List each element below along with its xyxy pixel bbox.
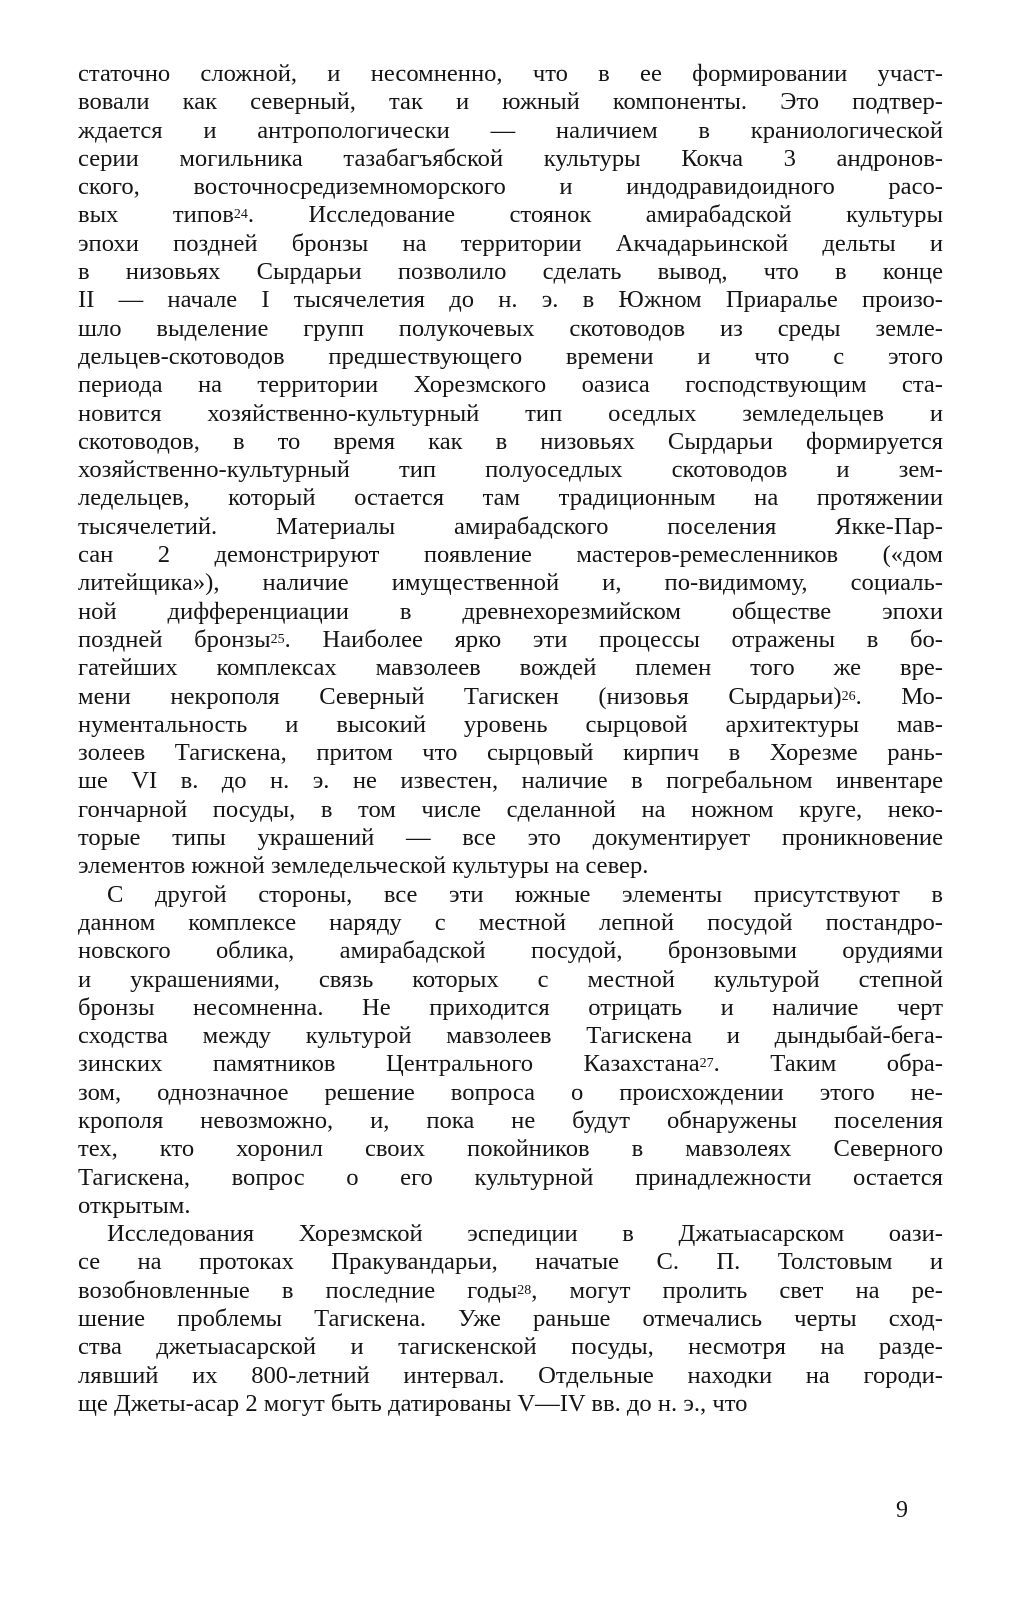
text-line	[78, 484, 943, 512]
text-segment: нументальность и высокий уровень сырцовой архитектуры мав-	[78, 710, 943, 738]
text-line	[78, 1164, 943, 1192]
text-line	[78, 428, 943, 456]
text-segment: бронзы несомненна. Не приходится отрицать и наличие черт	[78, 993, 943, 1021]
text-line	[78, 626, 943, 654]
text-line	[78, 343, 943, 371]
text-line	[78, 230, 943, 258]
text-segment: и украшениями, связь которых с местной культурой степной	[78, 965, 943, 993]
text-segment: шение проблемы Тагискена. Уже раньше отмечались черты сход-	[78, 1305, 943, 1333]
footnote-marker: 24	[233, 207, 248, 223]
text-segment: дельцев-скотоводов предшествующего времени и что с этого	[78, 342, 943, 370]
text-segment: Тагискена, вопрос о его культурной принадлежности остается	[78, 1163, 943, 1191]
text-segment: ждается и антропологически — наличием в краниологической	[78, 116, 943, 144]
text-line	[78, 598, 943, 626]
text-line	[78, 1277, 943, 1305]
text-segment: тех, кто хоронил своих покойников в мавзолеях Северного	[78, 1135, 943, 1163]
text-segment: шло выделение групп полукочевых скотоводов из среды земле-	[78, 314, 943, 342]
text-segment: золеев Тагискена, притом что сырцовый кирпич в Хорезме рань-	[78, 739, 943, 767]
text-segment: крополя невозможно, и, пока не будут обнаружены поселения	[78, 1106, 943, 1134]
text-line	[78, 739, 943, 767]
text-segment: вых типов	[78, 201, 234, 229]
text-line	[78, 654, 943, 682]
footnote-marker: 28	[517, 1282, 532, 1298]
text-line	[78, 258, 943, 286]
text-line	[78, 881, 943, 909]
text-line	[78, 371, 943, 399]
text-line	[78, 60, 943, 88]
text-line	[78, 173, 943, 201]
text-segment: зинских памятников Центрального Казахстана	[78, 1050, 700, 1078]
text-line	[78, 400, 943, 428]
text-line	[78, 966, 943, 994]
text-segment: сан 2 демонстрируют появление мастеров-ремесленников («дом	[78, 541, 943, 569]
text-segment: сходства между культурой мавзолеев Тагискена и дындыбай-бега-	[78, 1022, 943, 1050]
text-segment: С другой стороны, все эти южные элементы присутствуют в	[107, 880, 943, 908]
text-segment: гатейших комплексах мавзолеев вождей племен того же вре-	[78, 654, 943, 682]
text-line	[78, 1362, 943, 1390]
text-segment: в низовьях Сырдарьи позволило сделать вывод, что в конце	[78, 258, 943, 286]
text-line	[78, 1022, 943, 1050]
text-segment: ледельцев, который остается там традиционным на протяжении	[78, 484, 943, 512]
text-segment: . Мо-	[855, 682, 943, 710]
footnote-marker: 25	[270, 631, 285, 647]
text-line	[78, 711, 943, 739]
text-line	[78, 513, 943, 541]
text-segment: . Наиболее ярко эти процессы отражены в бо-	[284, 625, 943, 653]
text-line	[78, 1135, 943, 1163]
text-line	[78, 767, 943, 795]
text-line	[78, 201, 943, 229]
paragraph	[78, 881, 943, 1221]
text-segment: II — начале I тысячелетия до н. э. в Южном Приаралье произо-	[78, 286, 943, 314]
text-line	[78, 88, 943, 116]
text-segment: хозяйственно-культурный тип полуоседлых скотоводов и зем-	[78, 456, 943, 484]
text-segment: периода на территории Хорезмского оазиса господствующим ста-	[78, 371, 943, 399]
text-segment: серии могильника тазабагъябской культуры Кокча 3 андронов-	[78, 144, 943, 172]
text-segment: новского облика, амирабадской посудой, бронзовыми орудиями	[78, 937, 943, 965]
text-line	[78, 117, 943, 145]
text-line	[78, 541, 943, 569]
text-segment: новится хозяйственно-культурный тип оседлых земледельцев и	[78, 399, 943, 427]
text-line	[78, 796, 943, 824]
text-line	[78, 1107, 943, 1135]
text-segment: . Исследование стоянок амирабадской культуры	[247, 201, 943, 229]
body-text	[78, 60, 943, 1418]
text-line	[78, 1050, 943, 1078]
text-segment: поздней бронзы	[78, 625, 271, 653]
text-line	[78, 937, 943, 965]
text-line	[78, 994, 943, 1022]
text-segment: литейщика»), наличие имущественной и, по-видимому, социаль-	[78, 569, 943, 597]
text-segment: ной дифференциации в древнехорезмийском обществе эпохи	[78, 597, 943, 625]
text-line	[78, 145, 943, 173]
text-line	[78, 1079, 943, 1107]
text-segment: . Таким обра-	[713, 1050, 943, 1078]
text-segment: торые типы украшений — все это документирует проникновение	[78, 824, 943, 852]
text-line	[78, 315, 943, 343]
text-segment: зом, однозначное решение вопроса о происхождении этого не-	[78, 1078, 943, 1106]
text-line	[78, 286, 943, 314]
text-line	[78, 1192, 943, 1220]
text-segment: Исследования Хорезмской эспедиции в Джатыасарском оази-	[107, 1220, 943, 1248]
text-segment: вовали как северный, так и южный компоненты. Это подтвер-	[78, 88, 943, 116]
text-segment: се на протоках Пракувандарьи, начатые С. П. Толстовым и	[78, 1248, 943, 1276]
text-segment: тысячелетий. Материалы амирабадского поселения Якке-Пар-	[78, 512, 943, 540]
text-segment: открытым.	[78, 1191, 191, 1219]
text-line	[78, 1305, 943, 1333]
text-line	[78, 852, 943, 880]
text-line	[78, 1333, 943, 1361]
page-number: 9	[896, 1497, 908, 1523]
paragraph	[78, 1220, 943, 1418]
text-segment: скотоводов, в то время как в низовьях Сырдарьи формируется	[78, 427, 943, 455]
text-line	[78, 1248, 943, 1276]
text-segment: гончарной посуды, в том числе сделанной на ножном круге, неко-	[78, 795, 943, 823]
text-segment: возобновленные в последние годы	[78, 1276, 518, 1304]
text-line	[78, 1390, 943, 1418]
text-line	[78, 1220, 943, 1248]
text-segment: ства джетыасарской и тагискенской посуды, несмотря на разде-	[78, 1333, 943, 1361]
text-line	[78, 909, 943, 937]
footnote-marker: 27	[699, 1056, 714, 1072]
text-segment: , могут пролить свет на ре-	[531, 1276, 943, 1304]
text-segment: ского, восточносредиземноморского и индодравидоидного расо-	[78, 173, 943, 201]
text-segment: данном комплексе наряду с местной лепной посудой постандро-	[78, 908, 943, 936]
text-segment: элементов южной земледельческой культуры на север.	[78, 852, 649, 880]
text-segment: лявший их 800-летний интервал. Отдельные находки на городи-	[78, 1361, 943, 1389]
text-segment: мени некрополя Северный Тагискен (низовья Сырдарьи)	[78, 682, 842, 710]
footnote-marker: 26	[841, 688, 856, 704]
text-line	[78, 569, 943, 597]
text-segment: эпохи поздней бронзы на территории Акчадарьинской дельты и	[78, 229, 943, 257]
text-segment: ше VI в. до н. э. не известен, наличие в погребальном инвентаре	[78, 767, 943, 795]
text-line	[78, 456, 943, 484]
text-segment: ще Джеты-асар 2 могут быть датированы V—IV вв. до н. э., что	[78, 1389, 748, 1417]
text-line	[78, 683, 943, 711]
text-line	[78, 824, 943, 852]
paragraph	[78, 60, 943, 881]
text-segment: статочно сложной, и несомненно, что в ее формировании участ-	[78, 60, 943, 87]
